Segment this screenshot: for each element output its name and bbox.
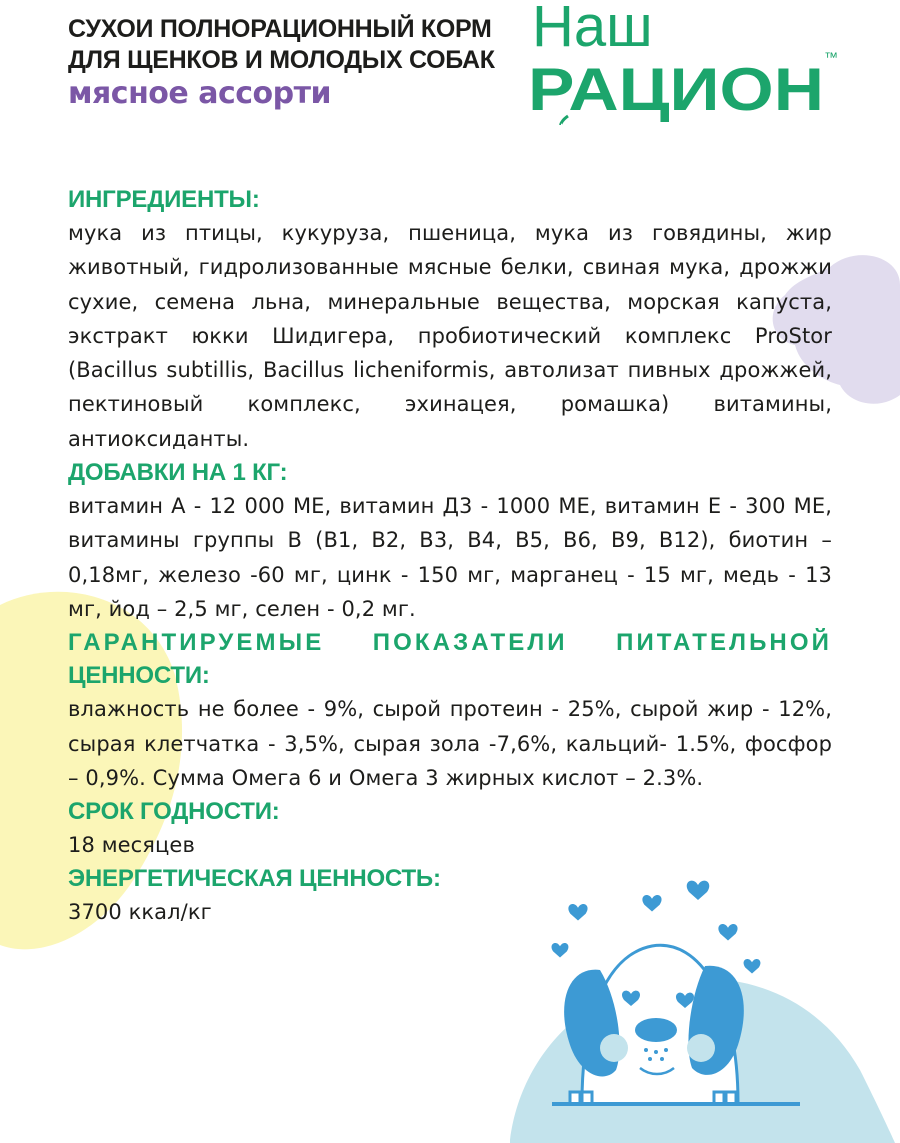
product-type-line1: СУХОИ ПОЛНОРАЦИОННЫЙ КОРМ [68, 15, 492, 43]
nutrition-heading-line2: ЦЕННОСТИ: [68, 662, 210, 690]
nutrition-heading-line1: ГАРАНТИРУЕМЫЕ ПОКАЗАТЕЛИ ПИТАТЕЛЬНОЙ [68, 629, 832, 657]
additives-heading: ДОБАВКИ НА 1 КГ: [68, 459, 288, 487]
shelf-life-text: 18 месяцев [68, 833, 195, 858]
logo-line2: РАЦИОН [528, 56, 824, 123]
logo-line1: Наш [532, 0, 653, 59]
dog-nose [635, 1018, 677, 1042]
flavor-title: мясное ассорти [68, 76, 331, 111]
ingredients-text: мука из птицы, кукуруза, пшеница, мука из говядины, жир животный, гидролизованные мясные белки, свиная мука, дрожжи сухие, семена льна, минеральные вещества, морская капуста, экстракт юкки Шидигера, пробиотический комплекс ProStor (Bacillus subtillis, Bacillus licheniformis, автолизат пивных дрожжей, пектиновый комплекс, эхинацея, ромашка) витамины, антиоксиданты. [68, 221, 832, 451]
energy-heading: ЭНЕРГЕТИЧЕСКАЯ ЦЕННОСТЬ: [68, 865, 441, 893]
product-header [68, 14, 495, 112]
shelf-life-heading: СРОК ГОДНОСТИ: [68, 798, 280, 826]
additives-text: витамин А - 12 000 МЕ, витамин Д3 - 1000 МЕ, витамин Е - 300 МЕ, витамины группы В (В1, В2, В3, В4, В5, В6, В9, В12), биотин – 0,18мг, железо -60 мг, цинк - 150 мг, марганец - 15 мг, медь - 13 мг, йод – 2,5 мг, селен - 0,2 мг. [68, 494, 832, 621]
product-content [68, 183, 832, 930]
logo-trademark: ™ [824, 49, 838, 65]
ingredients-heading: ИНГРЕДИЕНТЫ: [68, 186, 260, 213]
nash-ratsion-logo [528, 0, 848, 125]
nutrition-text: влажность не более - 9%, сырой протеин - 25%, сырой жир - 12%, сырая клетчатка - 3,5%, сырая зола -7,6%, кальций- 1.5%, фосфор – 0,9%. Сумма Омега 6 и Омега 3 жирных кислот – 2.3%. [68, 697, 832, 790]
energy-text: 3700 ккал/кг [68, 900, 212, 925]
product-type-line2: ДЛЯ ЩЕНКОВ И МОЛОДЫХ СОБАК [68, 46, 495, 74]
